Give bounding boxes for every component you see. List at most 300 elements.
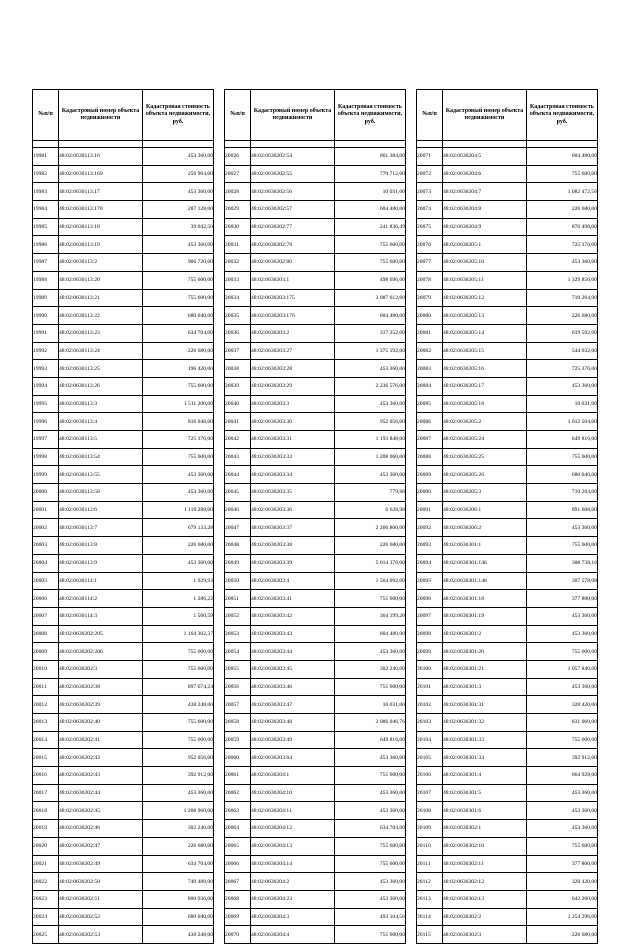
register-table-column-1 — [32, 89, 214, 944]
cadastral-number: 48:02:0630114:2 — [59, 590, 143, 608]
row-number: 20031 — [225, 236, 251, 254]
row-number: 20019 — [33, 820, 59, 838]
cadastral-number: 48:02:0630302:3 — [443, 926, 527, 944]
row-number: 20030 — [225, 218, 251, 236]
cadastral-number: 48:02:0630113:6 — [59, 501, 143, 519]
table-row — [417, 201, 598, 219]
row-number: 20077 — [417, 254, 443, 272]
cadastral-number: 48:02:0630301:6 — [443, 802, 527, 820]
row-number: 20083 — [417, 360, 443, 378]
cadastral-number: 48:02:0630202:49 — [59, 855, 143, 873]
gap-cell — [225, 141, 251, 148]
cadastral-number: 48:02:0630202:43 — [59, 767, 143, 785]
gap-cell — [143, 141, 214, 148]
cadastral-number: 48:02:0630203:46 — [251, 678, 335, 696]
row-number: 19996 — [33, 413, 59, 431]
cadastral-value: 755 600,00 — [527, 643, 598, 661]
cadastral-number: 48:02:0630203:27 — [251, 342, 335, 360]
table-row — [417, 218, 598, 236]
cadastral-value: 453 360,00 — [335, 802, 406, 820]
cadastral-number: 48:02:0630203:44 — [251, 643, 335, 661]
cadastral-number: 48:02:0630205:2 — [443, 413, 527, 431]
table-row — [33, 590, 214, 608]
header-cadastral-number: Кадастровый номер объекта недвижимости — [251, 90, 335, 141]
table-row — [33, 926, 214, 944]
table-row — [225, 218, 406, 236]
cadastral-value: 891 608,00 — [527, 501, 598, 519]
table-row — [417, 607, 598, 625]
row-number: 20016 — [33, 767, 59, 785]
cadastral-value: 226 680,00 — [527, 201, 598, 219]
row-number: 20068 — [225, 890, 251, 908]
cadastral-value: 10 031,00 — [335, 696, 406, 714]
table-row — [417, 873, 598, 891]
cadastral-value: 10 031,00 — [335, 183, 406, 201]
row-number: 20024 — [33, 908, 59, 926]
header-cadastral-number: Кадастровый номер объекта недвижимости — [443, 90, 527, 141]
table-row — [417, 289, 598, 307]
row-number: 20035 — [225, 307, 251, 325]
cadastral-number: 48:02:0630203:1 — [251, 271, 335, 289]
cadastral-value: 302 240,00 — [335, 660, 406, 678]
cadastral-value: 39 042,50 — [143, 218, 214, 236]
cadastral-number: 48:02:0630203:2 — [251, 324, 335, 342]
cadastral-value: 453 360,00 — [335, 466, 406, 484]
cadastral-number: 48:02:0630203:33 — [251, 448, 335, 466]
table-row — [33, 873, 214, 891]
cadastral-number: 48:02:0630202:80 — [251, 254, 335, 272]
row-number: 20082 — [417, 342, 443, 360]
cadastral-number: 48:02:0630202:42 — [59, 749, 143, 767]
row-number: 20063 — [225, 802, 251, 820]
cadastral-number: 48:02:0630203:176 — [251, 307, 335, 325]
row-number: 20065 — [225, 837, 251, 855]
cadastral-number: 48:02:0630203:28 — [251, 360, 335, 378]
cadastral-number: 48:02:0630202:206 — [59, 643, 143, 661]
table-row — [225, 236, 406, 254]
cadastral-number: 48:02:0630113:5 — [59, 431, 143, 449]
cadastral-value: 226 680,00 — [143, 342, 214, 360]
row-number: 20076 — [417, 236, 443, 254]
cadastral-number: 48:02:0630302:13 — [443, 890, 527, 908]
row-number: 19985 — [33, 218, 59, 236]
row-number: 19992 — [33, 342, 59, 360]
cadastral-value: 438 248,00 — [143, 696, 214, 714]
row-number: 20008 — [33, 625, 59, 643]
cadastral-number: 48:02:0630202:47 — [59, 837, 143, 855]
table-row — [225, 908, 406, 926]
cadastral-value: 328 420,00 — [527, 873, 598, 891]
cadastral-value: 952 056,00 — [335, 413, 406, 431]
table-row — [417, 254, 598, 272]
cadastral-value: 6 628,98 — [335, 501, 406, 519]
table-row — [33, 643, 214, 661]
cadastral-number: 48:02:0630301:19 — [443, 607, 527, 625]
table-row — [417, 837, 598, 855]
cadastral-value: 453 360,00 — [143, 784, 214, 802]
table-row — [417, 519, 598, 537]
cadastral-number: 48:02:0630301:148 — [443, 572, 527, 590]
row-number: 20036 — [225, 324, 251, 342]
row-number: 19995 — [33, 395, 59, 413]
header-cadastral-value: Кадастровая стоимость объекта недвижимости, руб. — [335, 90, 406, 141]
row-number: 20087 — [417, 431, 443, 449]
cadastral-value: 3 087 612,60 — [335, 289, 406, 307]
header-row — [33, 90, 214, 141]
cadastral-value: 453 360,00 — [527, 820, 598, 838]
cadastral-value: 680 040,00 — [143, 307, 214, 325]
cadastral-value: 226 680,00 — [527, 926, 598, 944]
cadastral-value: 740 488,00 — [143, 873, 214, 891]
table-row — [225, 784, 406, 802]
cadastral-value: 453 360,00 — [143, 554, 214, 572]
cadastral-value: 453 360,00 — [143, 148, 214, 166]
cadastral-number: 48:02:0630202:205 — [59, 625, 143, 643]
table-row — [33, 820, 214, 838]
cadastral-value: 317 352,00 — [335, 324, 406, 342]
cadastral-value: 1 511 200,00 — [143, 395, 214, 413]
cadastral-number: 48:02:0630113:55 — [59, 466, 143, 484]
cadastral-value: 1 208 960,00 — [143, 802, 214, 820]
row-number: 20010 — [33, 660, 59, 678]
cadastral-value: 604 480,00 — [335, 625, 406, 643]
row-number: 20080 — [417, 307, 443, 325]
table-row — [33, 554, 214, 572]
table-row — [417, 890, 598, 908]
cadastral-value: 1 057 840,00 — [527, 660, 598, 678]
cadastral-number: 48:02:0630203:38 — [251, 537, 335, 555]
table-row — [33, 395, 214, 413]
table-row — [225, 413, 406, 431]
cadastral-number: 48:02:0630302:10 — [443, 837, 527, 855]
table-row — [33, 537, 214, 555]
row-number: 19981 — [33, 148, 59, 166]
table-row — [33, 802, 214, 820]
table-row — [33, 342, 214, 360]
table-row — [33, 660, 214, 678]
cadastral-value: 649 816,00 — [335, 731, 406, 749]
table-row — [417, 342, 598, 360]
table-row — [417, 377, 598, 395]
cadastral-value: 710 264,00 — [527, 484, 598, 502]
cadastral-number: 48:02:0630203:43 — [251, 625, 335, 643]
table-row — [225, 165, 406, 183]
cadastral-value: 453 360,00 — [143, 236, 214, 254]
cadastral-value: 755 600,00 — [143, 377, 214, 395]
table-row — [417, 466, 598, 484]
row-number: 20021 — [33, 855, 59, 873]
row-number: 20085 — [417, 395, 443, 413]
cadastral-number: 48:02:0630202:39 — [59, 696, 143, 714]
cadastral-number: 48:02:0630302:12 — [443, 873, 527, 891]
cadastral-number: 48:02:0630203:31 — [251, 431, 335, 449]
table-row — [417, 148, 598, 166]
row-number: 19984 — [33, 201, 59, 219]
cadastral-value: 619 592,00 — [527, 324, 598, 342]
cadastral-number: 48:02:0630202:53 — [59, 926, 143, 944]
cadastral-number: 48:02:0630301:1 — [443, 537, 527, 555]
cadastral-number: 48:02:0630203:4 — [251, 572, 335, 590]
row-number: 20088 — [417, 448, 443, 466]
table-row — [33, 307, 214, 325]
row-number: 19983 — [33, 183, 59, 201]
table-row — [33, 784, 214, 802]
cadastral-value: 755 600,00 — [335, 837, 406, 855]
table-row — [225, 342, 406, 360]
table-row — [33, 324, 214, 342]
row-number: 20111 — [417, 855, 443, 873]
row-number: 20009 — [33, 643, 59, 661]
row-number: 20020 — [33, 837, 59, 855]
cadastral-value: 779,88 — [335, 484, 406, 502]
row-number: 20005 — [33, 572, 59, 590]
cadastral-value: 664 928,00 — [527, 767, 598, 785]
row-number: 20069 — [225, 908, 251, 926]
cadastral-value: 453 360,00 — [527, 254, 598, 272]
table-row — [225, 254, 406, 272]
table-row — [417, 696, 598, 714]
table-row — [417, 908, 598, 926]
table-row — [417, 236, 598, 254]
cadastral-number: 48:02:0630206:1 — [443, 501, 527, 519]
cadastral-number: 48:02:0630202:51 — [59, 890, 143, 908]
cadastral-value: 634 704,00 — [143, 855, 214, 873]
row-number: 20045 — [225, 484, 251, 502]
table-row — [33, 289, 214, 307]
cadastral-number: 48:02:0630203:37 — [251, 519, 335, 537]
table-row — [225, 395, 406, 413]
cadastral-value: 453 360,00 — [527, 607, 598, 625]
cadastral-number: 48:02:0630205:12 — [443, 289, 527, 307]
table-row — [225, 660, 406, 678]
header-num: №п/п — [225, 90, 251, 141]
header-num: №п/п — [417, 90, 443, 141]
gap-cell — [251, 141, 335, 148]
row-number: 20044 — [225, 466, 251, 484]
row-number: 20058 — [225, 714, 251, 732]
cadastral-value: 680 040,00 — [143, 908, 214, 926]
row-number: 20078 — [417, 271, 443, 289]
row-number: 20106 — [417, 767, 443, 785]
cadastral-value: 755 600,00 — [335, 254, 406, 272]
table-row — [33, 218, 214, 236]
cadastral-value: 453 360,00 — [527, 802, 598, 820]
cadastral-value: 453 360,00 — [527, 519, 598, 537]
row-number: 19990 — [33, 307, 59, 325]
cadastral-number: 48:02:0630203:42 — [251, 607, 335, 625]
cadastral-number: 48:02:0630113:23 — [59, 324, 143, 342]
cadastral-number: 48:02:0630203:41 — [251, 590, 335, 608]
table-row — [417, 678, 598, 696]
row-number: 20114 — [417, 908, 443, 926]
cadastral-value: 287 128,00 — [143, 201, 214, 219]
table-row — [225, 873, 406, 891]
cadastral-value: 364 199,20 — [335, 607, 406, 625]
cadastral-value: 755 600,00 — [335, 855, 406, 873]
cadastral-value: 226 680,00 — [143, 837, 214, 855]
cadastral-value: 755 600,00 — [527, 537, 598, 555]
cadastral-number: 48:02:0630113:8 — [59, 537, 143, 555]
table-row — [417, 643, 598, 661]
cadastral-number: 48:02:0630205:16 — [443, 360, 527, 378]
cadastral-number: 48:02:0630203:34 — [251, 466, 335, 484]
cadastral-number: 48:02:0630203:48 — [251, 714, 335, 732]
cadastral-number: 48:02:0630113:169 — [59, 165, 143, 183]
row-number: 20052 — [225, 607, 251, 625]
cadastral-value: 897 674,24 — [143, 678, 214, 696]
cadastral-value: 604 480,00 — [335, 201, 406, 219]
row-number: 19994 — [33, 377, 59, 395]
row-number: 20013 — [33, 714, 59, 732]
row-number: 19982 — [33, 165, 59, 183]
cadastral-number: 48:02:0630205:18 — [443, 395, 527, 413]
cadastral-value: 710 264,00 — [527, 289, 598, 307]
row-number: 20014 — [33, 731, 59, 749]
cadastral-value: 544 032,00 — [527, 342, 598, 360]
table-row — [417, 484, 598, 502]
row-number: 20062 — [225, 784, 251, 802]
gap-cell — [59, 141, 143, 148]
gap-cell — [335, 141, 406, 148]
cadastral-number: 48:02:0630203:29 — [251, 377, 335, 395]
cadastral-number: 48:02:0630113:4 — [59, 413, 143, 431]
cadastral-value: 2 236 576,00 — [335, 377, 406, 395]
cadastral-value: 861 384,00 — [335, 148, 406, 166]
row-number: 20099 — [417, 643, 443, 661]
cadastral-number: 48:02:0630203:175 — [251, 289, 335, 307]
row-number: 20096 — [417, 590, 443, 608]
cadastral-number: 48:02:0630205:3 — [443, 484, 527, 502]
cadastral-number: 48:02:0630113:20 — [59, 271, 143, 289]
cadastral-number: 48:02:0630114:1 — [59, 572, 143, 590]
row-number: 20040 — [225, 395, 251, 413]
table-row — [417, 413, 598, 431]
row-number: 20037 — [225, 342, 251, 360]
table-row — [33, 431, 214, 449]
cadastral-value: 770 712,00 — [335, 165, 406, 183]
cadastral-value: 453 360,00 — [335, 873, 406, 891]
row-number: 20072 — [417, 165, 443, 183]
cadastral-value: 755 600,00 — [143, 660, 214, 678]
cadastral-value: 1 082 472,56 — [527, 183, 598, 201]
cadastral-number: 48:02:0630301:2 — [443, 625, 527, 643]
row-number: 20092 — [417, 519, 443, 537]
cadastral-number: 48:02:0630204:2 — [251, 873, 335, 891]
cadastral-value: 226 680,00 — [143, 537, 214, 555]
table-row — [417, 731, 598, 749]
row-number: 20086 — [417, 413, 443, 431]
table-row — [417, 537, 598, 555]
row-number: 19993 — [33, 360, 59, 378]
table-row — [225, 448, 406, 466]
row-number: 20084 — [417, 377, 443, 395]
cadastral-number: 48:02:0630202:45 — [59, 802, 143, 820]
cadastral-number: 48:02:0630202:54 — [251, 148, 335, 166]
cadastral-number: 48:02:0630205:15 — [443, 342, 527, 360]
cadastral-number: 48:02:0630114:3 — [59, 607, 143, 625]
table-row — [33, 466, 214, 484]
row-number: 20026 — [225, 148, 251, 166]
table-row — [225, 607, 406, 625]
cadastral-number: 48:02:0630203:36 — [251, 501, 335, 519]
table-row — [225, 484, 406, 502]
table-row — [417, 590, 598, 608]
cadastral-number: 48:02:0630206:2 — [443, 519, 527, 537]
cadastral-number: 48:02:0630204:10 — [251, 784, 335, 802]
cadastral-value: 10 031,00 — [527, 395, 598, 413]
cadastral-number: 48:02:0630204:12 — [251, 820, 335, 838]
row-number: 20002 — [33, 519, 59, 537]
table-row — [33, 749, 214, 767]
table-row — [417, 749, 598, 767]
table-row — [225, 837, 406, 855]
row-number: 20038 — [225, 360, 251, 378]
cadastral-number: 48:02:0630301:32 — [443, 714, 527, 732]
row-number: 19997 — [33, 431, 59, 449]
row-number: 20102 — [417, 696, 443, 714]
cadastral-value: 2 086 046,76 — [335, 714, 406, 732]
cadastral-value: 816 048,00 — [143, 413, 214, 431]
row-number: 19989 — [33, 289, 59, 307]
cadastral-value: 679 133,28 — [143, 519, 214, 537]
cadastral-value: 755 600,00 — [335, 236, 406, 254]
cadastral-number: 48:02:0630203:49 — [251, 731, 335, 749]
table-row — [33, 377, 214, 395]
cadastral-value: 493 104,56 — [335, 908, 406, 926]
cadastral-number: 48:02:0630202:46 — [59, 820, 143, 838]
table-row — [33, 201, 214, 219]
row-number: 20006 — [33, 590, 59, 608]
table-row — [417, 660, 598, 678]
cadastral-number: 48:02:0630205:14 — [443, 324, 527, 342]
row-number: 20033 — [225, 271, 251, 289]
row-number: 20095 — [417, 572, 443, 590]
table-row — [33, 501, 214, 519]
row-number: 20074 — [417, 201, 443, 219]
table-row — [417, 855, 598, 873]
cadastral-number: 48:02:0630301:34 — [443, 749, 527, 767]
row-number: 20000 — [33, 484, 59, 502]
cadastral-number: 48:02:0630202:38 — [59, 678, 143, 696]
row-number: 20103 — [417, 714, 443, 732]
table-row — [417, 554, 598, 572]
table-row — [225, 749, 406, 767]
row-number: 20094 — [417, 554, 443, 572]
row-number: 20022 — [33, 873, 59, 891]
cadastral-number: 48:02:0630204:8 — [443, 201, 527, 219]
row-number: 20041 — [225, 413, 251, 431]
table-row — [417, 784, 598, 802]
cadastral-number: 48:02:0630113:170 — [59, 201, 143, 219]
cadastral-number: 48:02:0630301:3 — [443, 678, 527, 696]
header-cadastral-number: Кадастровый номер объекта недвижимости — [59, 90, 143, 141]
row-number: 20059 — [225, 731, 251, 749]
cadastral-number: 48:02:0630202:57 — [251, 201, 335, 219]
table-row — [33, 696, 214, 714]
table-row — [417, 501, 598, 519]
header-row — [225, 90, 406, 141]
cadastral-number: 48:02:0630301:4 — [443, 767, 527, 785]
row-number: 20107 — [417, 784, 443, 802]
cadastral-number: 48:02:0630203:30 — [251, 413, 335, 431]
table-row — [33, 837, 214, 855]
cadastral-value: 392 912,00 — [143, 767, 214, 785]
row-number: 20061 — [225, 767, 251, 785]
cadastral-number: 48:02:0630202:50 — [59, 873, 143, 891]
row-number: 20055 — [225, 660, 251, 678]
row-number: 19988 — [33, 271, 59, 289]
row-number: 20108 — [417, 802, 443, 820]
